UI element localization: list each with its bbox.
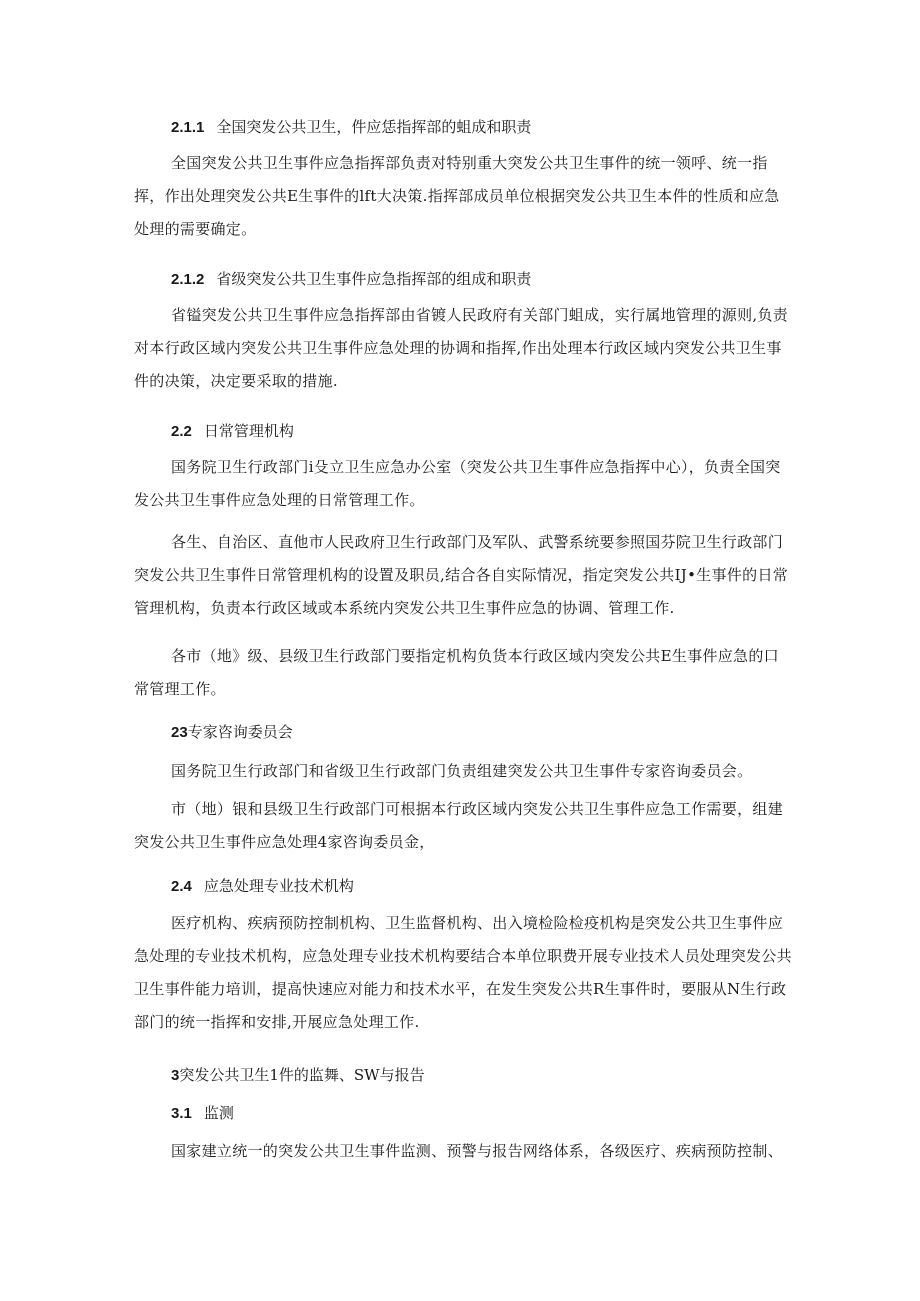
paragraph-2-2-b: 各生、自治区、直他市人民政府卫生行政部门及军队、武警系统要参照国芬院卫生行政部门突发公共卫生事件日常管理机构的设置及职员,结合各自实际情况，指定突发公共IJ•生事件的日常管理机构，负责本行政区域或本系统内突发公共卫生事件应急的协调、管理工作. [134,533,789,617]
paragraph-2-2-c: 各市（地》级、县级卫生行政部门要指定机构负货本行政区域内突发公共E生事件应急的口常管理工作。 [134,647,779,698]
heading-number: 2.1.1 [171,119,205,136]
heading-text: 专家咨询委员会 [187,723,293,741]
paragraph-2-1-2: 省镒突发公共卫生事件应急指挥部由省镀人民政府有关部门蛆成，实行属地管理的源则,负责对本行政区域内突发公共卫生事件应急处理的协调和指挥,作出处理本行政区域内突发公共卫生事件的决策，决定要采取的措施. [134,306,789,390]
heading-number: 2.1.2 [171,271,205,288]
heading-text: 全国突发公共卫生，件应恁指挥部的蛆成和职责 [216,118,532,136]
heading-number: 3.1 [171,1105,192,1122]
paragraph-2-3-a: 国务院卫生行政部门和省级卫生行政部门负责组建突发公共卫生事件专家咨询委员会。 [171,762,753,780]
heading-number: 23 [171,724,188,741]
heading-3 [171,1059,425,1092]
paragraph-2-4: 医疗机构、疾病预防控制机构、卫生监督机构、出入境检险检疫机构是突发公共卫生事件应急处理的专业技术机构，应急处理专业技术机构要结合本单位职费开展专业技术人员处理突发公共卫生事件能力培训，提高快速应对能力和技术水平，在发生突发公共R生事件时，要服从N生行政部门的统一指挥和安排,开展应急处理工作. [134,914,792,1031]
paragraph-2-3-b: 市（地）银和县级卫生行政部门可根据本行政区域内突发公共卫生事件应急工作需要，组建突发公共卫生事件应急处理4家咨询委员金， [134,800,784,851]
heading-2-4 [171,870,354,903]
heading-number: 3 [171,1067,180,1084]
heading-text: 监测 [203,1104,234,1122]
heading-text: 日常管理机构 [203,422,294,440]
heading-number: 2.2 [171,423,192,440]
heading-text: 突发公共卫生1件的监舞、SW与报告 [179,1066,425,1084]
heading-text: 应急处理专业技术机构 [203,877,354,895]
heading-text: 省级突发公共卫生事件应急指挥部的组成和职责 [216,270,532,288]
heading-2-3 [171,716,293,749]
paragraph-2-2-a: 国务院卫生行政部门i殳立卫生应急办公室（突发公共卫生事件应急指挥中心），负责全国突发公共卫生事件应急处理的日常管理工作。 [134,458,781,509]
paragraph-3-1: 国家建立统一的突发公共卫生事件监测、预警与报告网络体系，各级医疗、疾病预防控制、 [171,1142,784,1160]
heading-2-1-2 [171,263,531,296]
heading-2-1-1 [171,111,531,144]
heading-3-1 [171,1097,234,1130]
paragraph-2-1-1: 全国突发公共卫生事件应急指挥部负责对特别重大突发公共卫生事件的统一领呼、统一指挥，作出处理突发公共E生事件的lft大决策.指挥部成员单位根据突发公共卫生本件的性质和应急处理的需要确定。 [134,154,780,238]
heading-number: 2.4 [171,878,192,895]
heading-2-2 [171,415,294,448]
